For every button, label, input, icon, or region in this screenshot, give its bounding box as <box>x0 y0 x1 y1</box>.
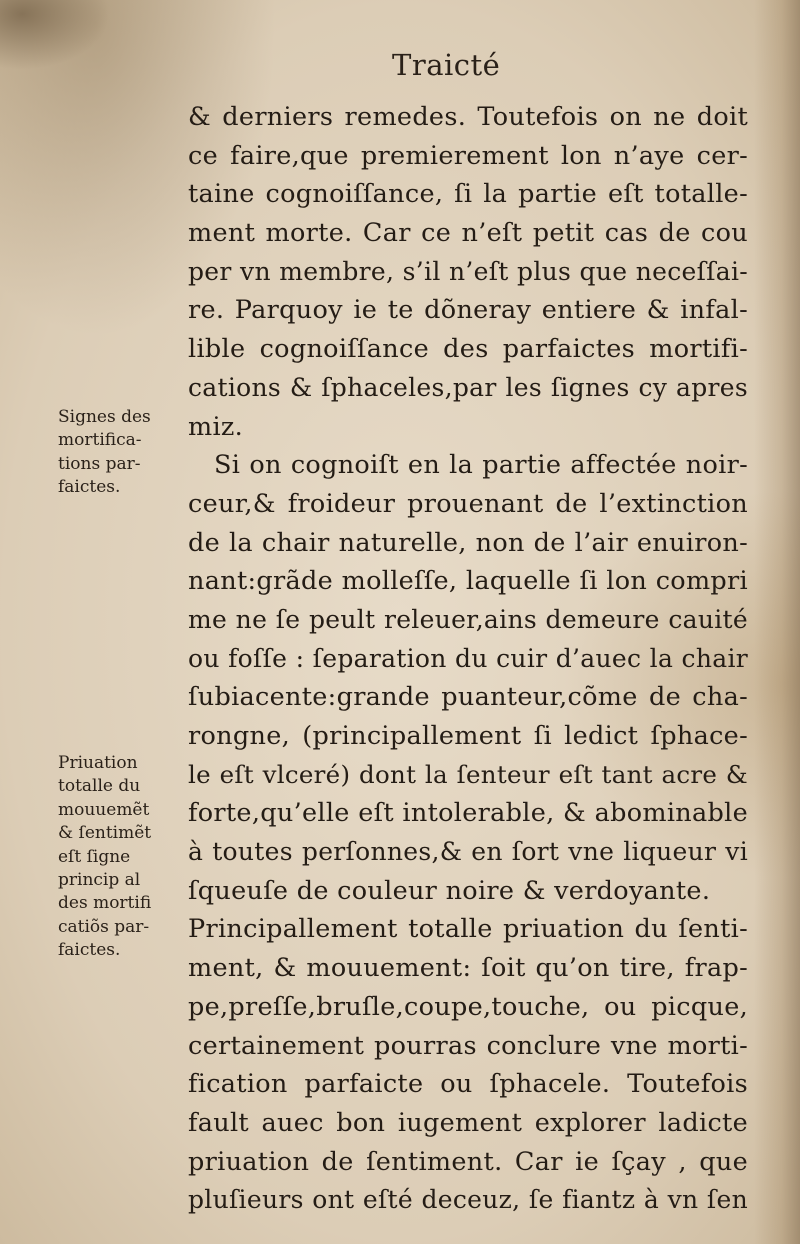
text-line: re. Parquoy ie te dõneray entiere & infal- <box>188 295 748 326</box>
text-line: fication parfaicte ou ſphacele. Toutefois <box>188 1069 748 1100</box>
margin-note-line: mouuemẽt <box>58 799 150 820</box>
page-edge-shadow <box>754 0 800 1244</box>
margin-note-line: faictes. <box>58 477 121 498</box>
text-line: per vn membre, s’il n’eſt plus que neceſſai- <box>188 256 748 286</box>
margin-note-line: catiõs par- <box>58 916 150 937</box>
margin-note-line: Priuation <box>58 753 138 773</box>
text-line: cations & ſphaceles,par les ſignes cy apres <box>188 372 748 402</box>
text-line: ſqueuſe de couleur noire & verdoyante. <box>188 875 711 906</box>
text-line: ou foſſe : ſeparation du cuir d’auec la chair <box>188 643 748 673</box>
margin-note-line: des mortifi <box>58 893 152 914</box>
margin-note-line: mortifica- <box>58 430 142 451</box>
text-line: priuation de ſentiment. Car ie ſçay , que <box>188 1146 748 1177</box>
text-line: de la chair naturelle, non de l’air enuiron- <box>188 527 748 558</box>
text-line: à toutes perſonnes,& en ſort vne liqueur vi <box>188 837 748 867</box>
text-line: certainement pourras conclure vne morti- <box>188 1030 748 1061</box>
margin-note-line: Signes des <box>58 407 151 427</box>
margin-note-line: totalle du <box>58 776 141 797</box>
text-line: ceur,& froideur prouenant de l’extinction <box>188 488 748 519</box>
paper-stain <box>0 0 110 70</box>
margin-note-line: princip al <box>58 870 141 891</box>
text-line: Si on cognoiſt en la partie affectée noir- <box>214 450 748 481</box>
margin-note-signes <box>58 406 180 500</box>
text-line: miz. <box>188 411 244 442</box>
body-text <box>188 98 748 1220</box>
text-line: me ne ſe peult releuer,ains demeure cauité <box>188 604 748 634</box>
text-line: lible cognoiſſance des parfaictes mortifi- <box>188 334 748 365</box>
text-line: ce faire,que premierement lon n’aye cer- <box>188 140 748 171</box>
text-line: taine cognoiſſance, ſi la partie eſt totalle- <box>188 179 748 210</box>
margin-note-line: & ſentimẽt <box>58 823 152 844</box>
text-line: fault auec bon iugement explorer ladicte <box>188 1107 748 1138</box>
text-line: pe,preſſe,bruſle,coupe,touche, ou picque, <box>188 991 748 1022</box>
text-line: Principallement totalle priuation du ſenti- <box>188 914 748 945</box>
text-line: ſubiacente:grande puanteur,cõme de cha- <box>188 682 748 713</box>
text-line: ment, & mouuement: ſoit qu’on tire, frap- <box>188 953 748 984</box>
margin-note-line: eſt ſigne <box>58 846 131 867</box>
text-line: pluſieurs ont eſté deceuz, ſe fiantz à vn ſen <box>188 1185 748 1215</box>
margin-note-priuation <box>58 752 180 963</box>
margin-note-line: tions par- <box>58 453 141 474</box>
text-line: nant:grãde molleſſe, laquelle ſi lon compri <box>188 566 748 597</box>
text-line: rongne, (principallement ſi ledict ſphace- <box>188 721 748 751</box>
text-line: le eſt vlceré) dont la ſenteur eſt tant acre & <box>188 759 748 789</box>
text-line: & derniers remedes. Toutefois on ne doit <box>188 102 748 132</box>
text-line: forte,qu’elle eſt intolerable, & abominable <box>188 798 748 829</box>
text-line: ment morte. Car ce n’eſt petit cas de cou <box>188 218 748 249</box>
margin-note-line: faictes. <box>58 940 121 961</box>
running-head: Traicté <box>392 48 501 82</box>
